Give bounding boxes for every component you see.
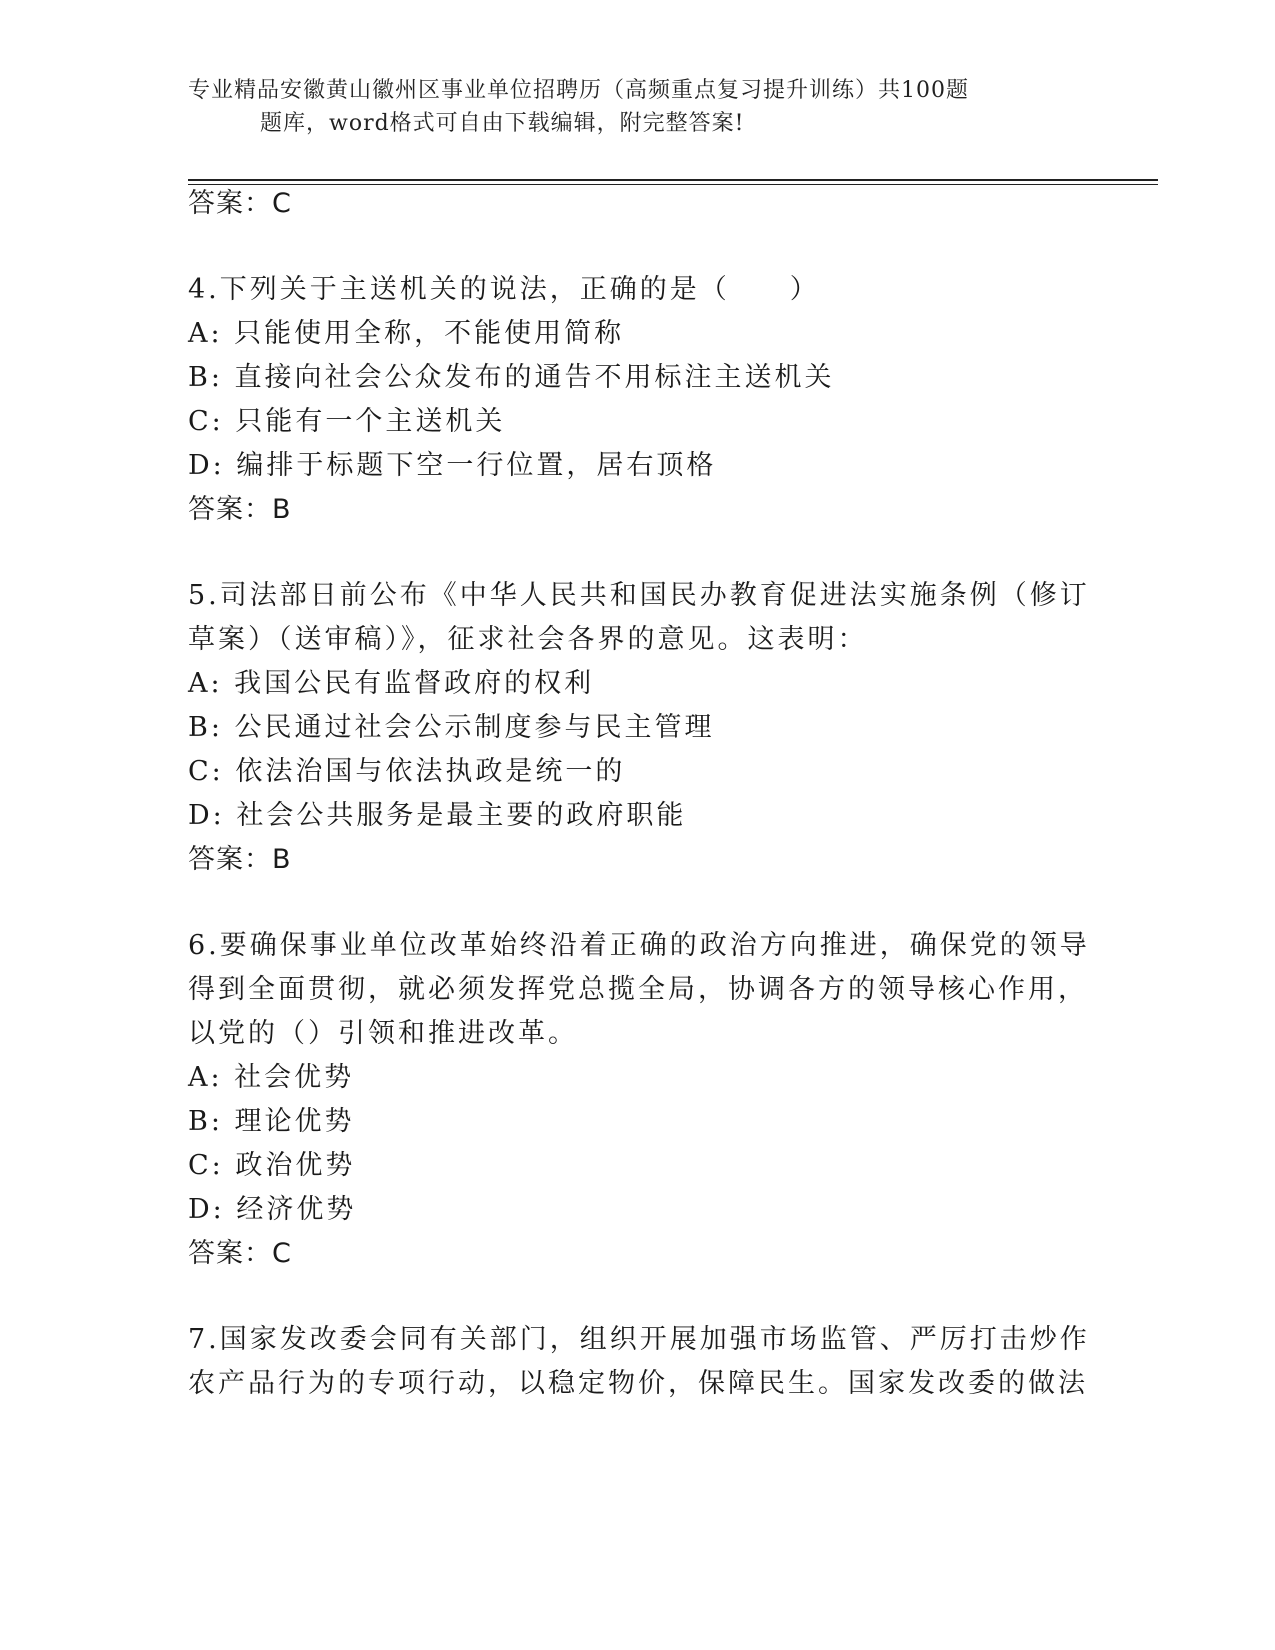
question-7-text-line-2: 农产品行为的专项行动，以稳定物价，保障民生。国家发改委的做法 xyxy=(188,1368,1088,1399)
question-4-option-a: A: 只能使用全称，不能使用简称 xyxy=(188,318,625,349)
question-6-option-d: D: 经济优势 xyxy=(188,1194,357,1225)
header-divider-thin xyxy=(188,184,1158,185)
question-5-answer: 答案：B xyxy=(188,844,292,875)
answer-prev: 答案：C xyxy=(188,188,292,219)
question-6-answer: 答案：C xyxy=(188,1238,292,1269)
document-header xyxy=(188,74,1068,140)
question-6-text-line-2: 得到全面贯彻，就必须发挥党总揽全局，协调各方的领导核心作用， xyxy=(188,974,1088,1005)
question-5-option-c: C: 依法治国与依法执政是统一的 xyxy=(188,756,626,787)
header-divider-thick xyxy=(188,179,1158,181)
header-line-1: 专业精品安徽黄山徽州区事业单位招聘历（高频重点复习提升训练）共100题 xyxy=(188,78,969,103)
question-4-option-d: D: 编排于标题下空一行位置，居右顶格 xyxy=(188,450,717,481)
question-5-option-a: A: 我国公民有监督政府的权利 xyxy=(188,668,595,699)
question-6-option-a: A: 社会优势 xyxy=(188,1062,355,1093)
question-6-option-b: B: 理论优势 xyxy=(188,1106,355,1137)
question-6-option-c: C: 政治优势 xyxy=(188,1150,356,1181)
question-5-option-d: D: 社会公共服务是最主要的政府职能 xyxy=(188,800,687,831)
header-line-2: 题库，word格式可自由下载编辑，附完整答案! xyxy=(260,111,745,136)
question-5-text-line-1: 5.司法部日前公布《中华人民共和国民办教育促进法实施条例（修订 xyxy=(188,580,1090,611)
question-4-option-b: B: 直接向社会公众发布的通告不用标注主送机关 xyxy=(188,362,835,393)
question-4-text-line-1: 4.下列关于主送机关的说法，正确的是（ ） xyxy=(188,274,820,305)
question-6-text-line-1: 6.要确保事业单位改革始终沿着正确的政治方向推进，确保党的领导 xyxy=(188,930,1090,961)
question-4-answer: 答案：B xyxy=(188,494,292,525)
question-5-text-line-2: 草案）（送审稿）》，征求社会各界的意见。这表明： xyxy=(188,624,868,655)
question-7-text-line-1: 7.国家发改委会同有关部门，组织开展加强市场监管、严厉打击炒作 xyxy=(188,1324,1090,1355)
question-4-option-c: C: 只能有一个主送机关 xyxy=(188,406,506,437)
question-5-option-b: B: 公民通过社会公示制度参与民主管理 xyxy=(188,712,715,743)
question-6-text-line-3: 以党的（）引领和推进改革。 xyxy=(188,1018,578,1049)
